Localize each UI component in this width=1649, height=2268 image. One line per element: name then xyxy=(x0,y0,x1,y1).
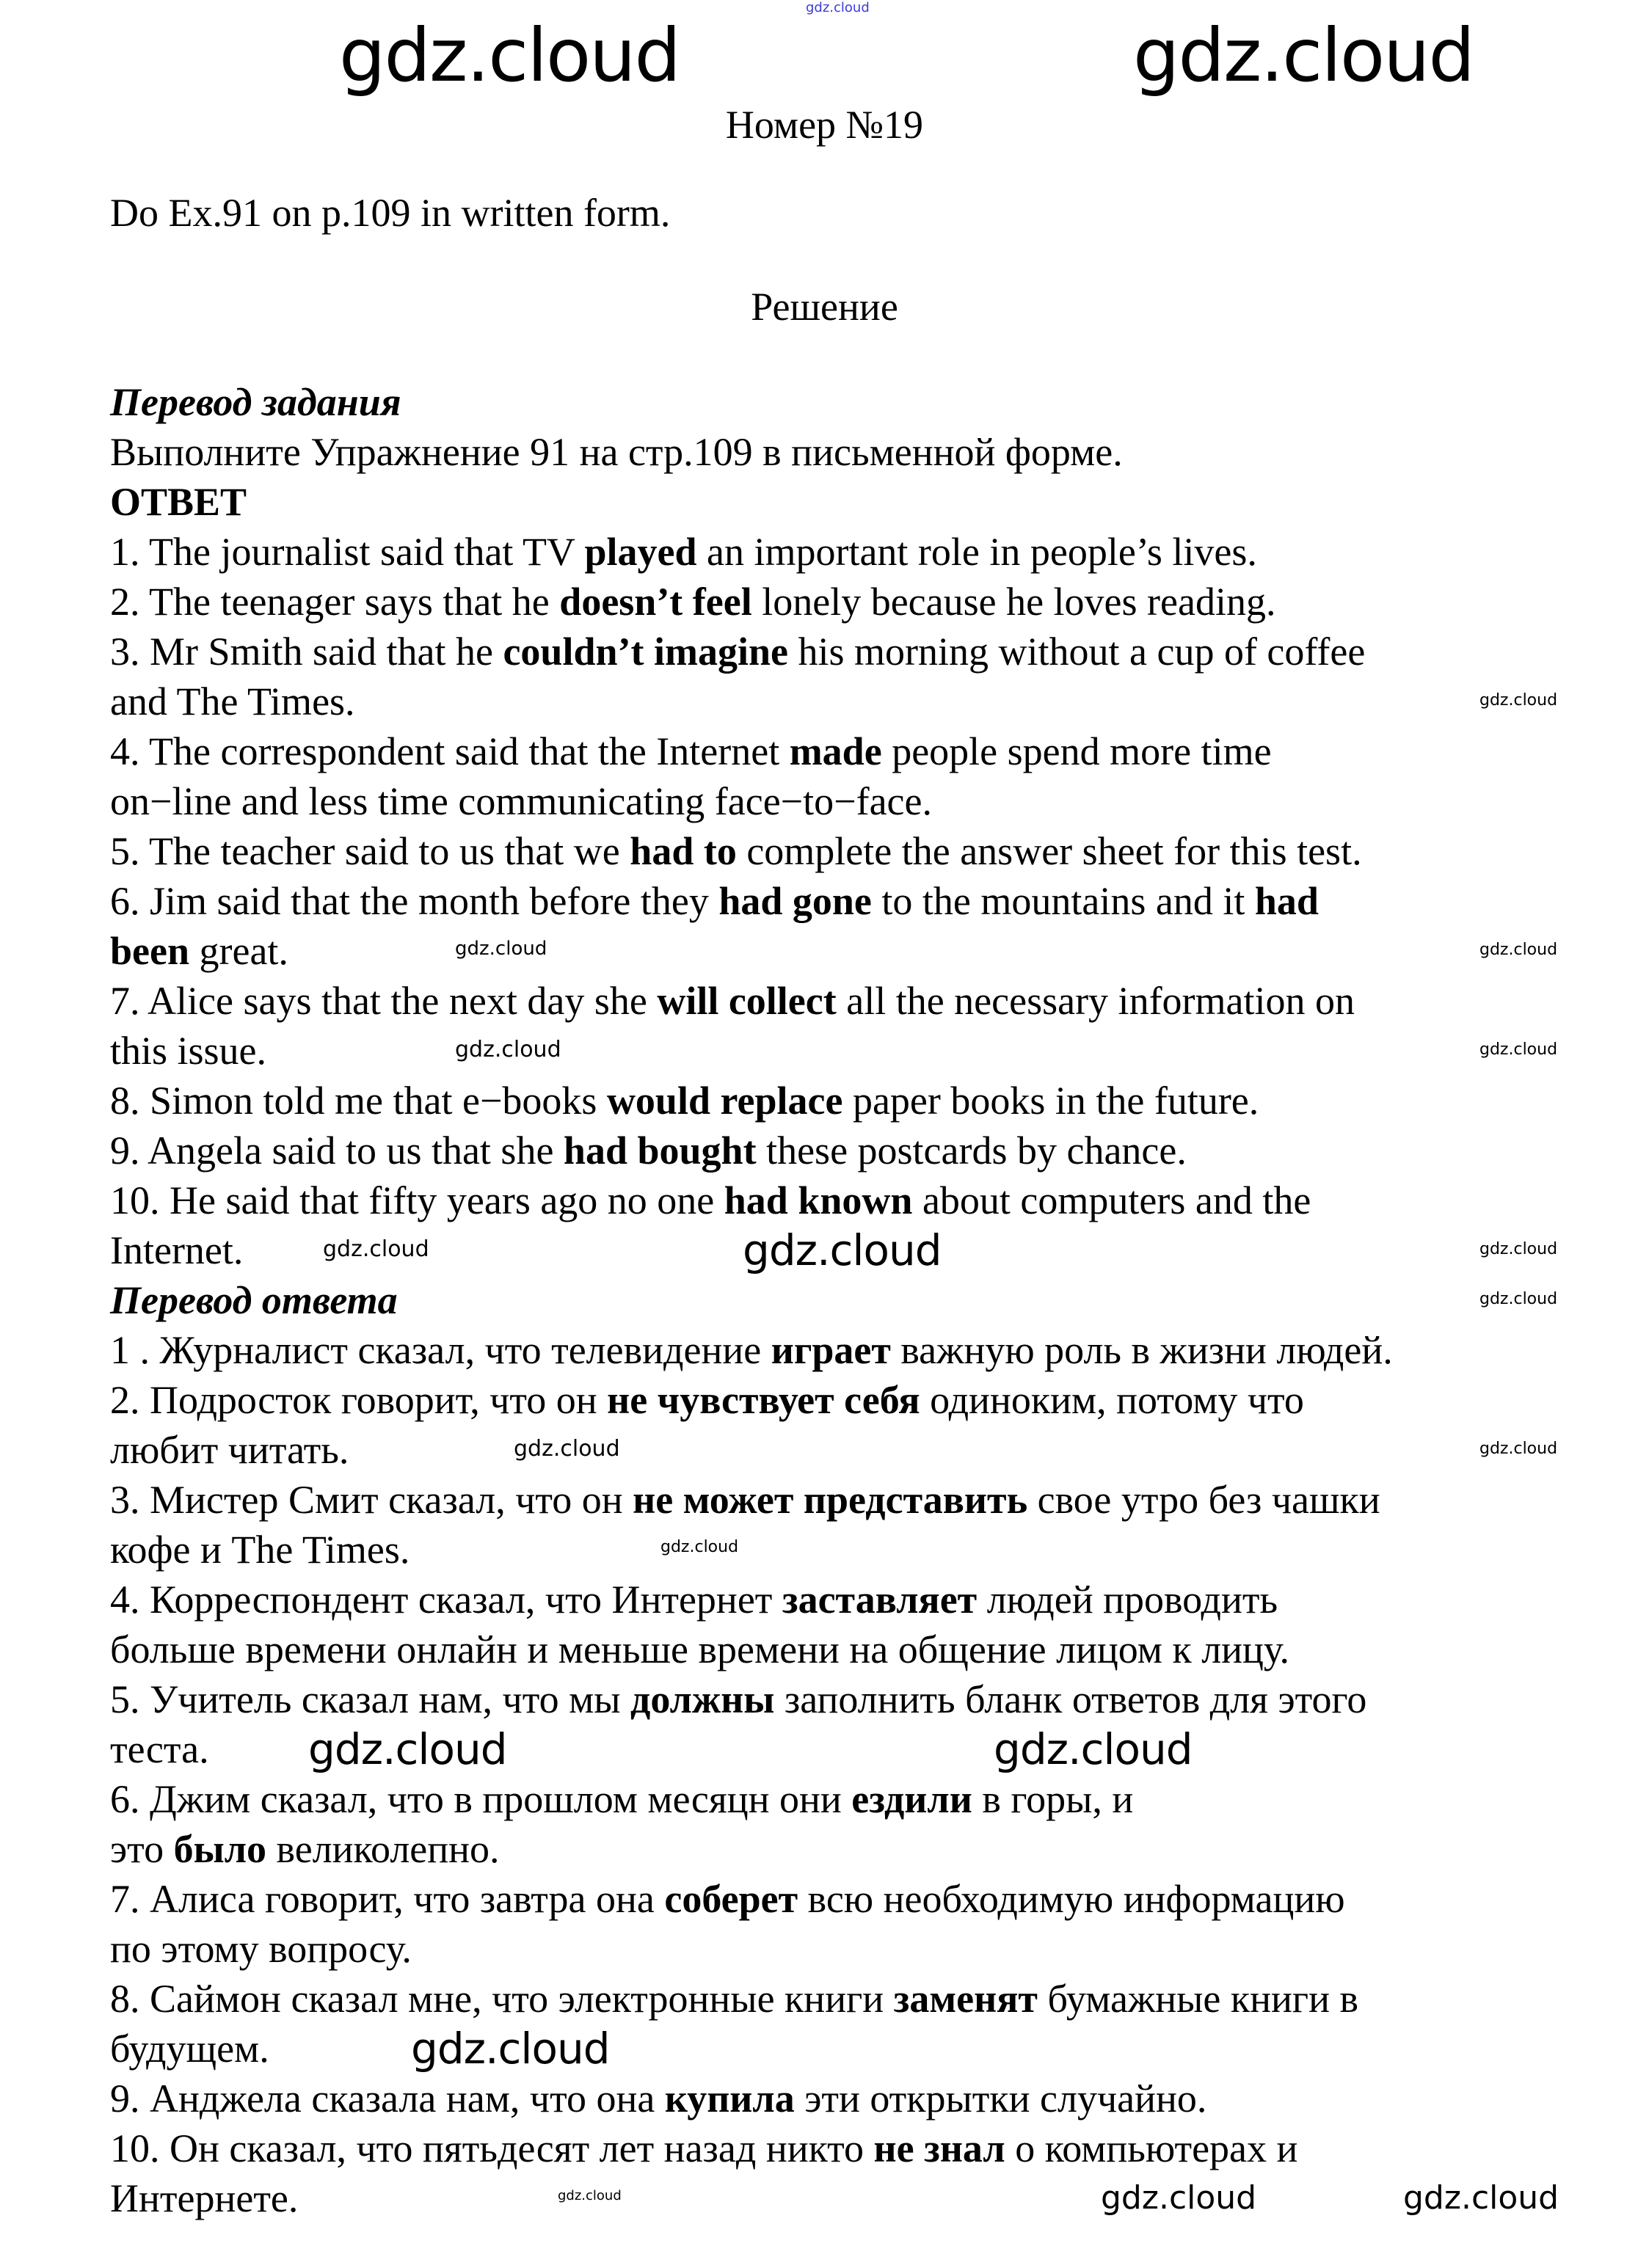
emphasized-text: было xyxy=(173,1827,267,1871)
text-line xyxy=(110,477,247,527)
text-line xyxy=(110,1425,349,1475)
text-segment: 4. Корреспондент сказал, что Интернет xyxy=(110,1578,782,1622)
text-segment: по этому вопросу. xyxy=(110,1927,412,1971)
watermark: gdz.cloud xyxy=(1101,2179,1257,2217)
text-segment: в горы, и xyxy=(972,1777,1134,1821)
text-segment: about computers and the xyxy=(912,1178,1311,1222)
emphasized-text: had bought xyxy=(563,1128,757,1173)
text-segment: 5. Учитель сказал нам, что мы xyxy=(110,1677,631,1721)
watermark: gdz.cloud xyxy=(660,1538,739,1556)
text-segment: о компьютерах и xyxy=(1005,2126,1298,2170)
text-segment: paper books in the future. xyxy=(842,1079,1259,1123)
emphasized-text: couldn’t imagine xyxy=(503,630,788,674)
watermark-top: gdz.cloud xyxy=(806,0,870,15)
text-segment: одиноким, потому что xyxy=(920,1378,1304,1422)
text-segment: 3. Мистер Смит сказал, что он xyxy=(110,1478,633,1522)
text-line xyxy=(110,1824,500,1874)
text-line xyxy=(110,377,401,427)
text-line xyxy=(110,1575,1278,1625)
text-line xyxy=(110,427,1123,477)
solution-label: Решение xyxy=(751,285,898,329)
text-line xyxy=(110,1974,1358,2024)
text-segment: эти открытки случайно. xyxy=(794,2076,1207,2121)
watermark: gdz.cloud xyxy=(455,1037,561,1062)
text-segment: on−line and less time communicating face−to−face. xyxy=(110,779,932,823)
text-segment: 10. Он сказал, что пятьдесят лет назад никто xyxy=(110,2126,874,2170)
watermark: gdz.cloud xyxy=(1479,1240,1558,1258)
text-segment: великолепно. xyxy=(266,1827,500,1871)
text-segment: 9. Angela said to us that she xyxy=(110,1128,564,1173)
text-line xyxy=(110,1175,1311,1225)
text-line xyxy=(110,826,1362,876)
text-line xyxy=(110,2074,1206,2123)
text-line xyxy=(110,1774,1133,1824)
text-segment: people spend more time xyxy=(881,729,1272,773)
text-segment: 4. The correspondent said that the Internet xyxy=(110,729,790,773)
text-segment: great. xyxy=(189,929,288,973)
text-segment: 6. Джим сказал, что в прошлом месяцн они xyxy=(110,1777,852,1821)
emphasized-text: купила xyxy=(664,2076,795,2121)
watermark: gdz.cloud xyxy=(1403,2179,1559,2217)
watermark: gdz.cloud xyxy=(339,12,680,98)
watermark: gdz.cloud xyxy=(308,1724,507,1774)
emphasized-text: ездили xyxy=(851,1777,972,1821)
text-segment: больше времени онлайн и меньше времени на общение лицом к лицу. xyxy=(110,1627,1290,1671)
text-segment: an important role in people’s lives. xyxy=(696,530,1257,574)
emphasized-text: made xyxy=(789,729,882,773)
emphasized-text: had gone xyxy=(718,879,872,923)
watermark: gdz.cloud xyxy=(1133,12,1474,98)
text-segment: бумажные книги в xyxy=(1037,1977,1358,2021)
text-line xyxy=(110,1625,1289,1674)
emphasized-text: had xyxy=(1254,879,1319,923)
text-segment: заполнить бланк ответов для этого xyxy=(774,1677,1367,1721)
text-line xyxy=(110,1724,209,1774)
emphasized-text: не чувствует себя xyxy=(607,1378,920,1422)
emphasized-text: ОТВЕТ xyxy=(110,480,247,524)
text-line xyxy=(110,1475,1380,1525)
text-segment: complete the answer sheet for this test. xyxy=(736,829,1362,873)
text-segment: важную роль в жизни людей. xyxy=(890,1328,1393,1372)
text-line xyxy=(110,1126,1187,1175)
text-segment: to the mountains and it xyxy=(871,879,1255,923)
text-segment: Internet. xyxy=(110,1228,244,1272)
watermark: gdz.cloud xyxy=(1479,1040,1558,1059)
text-line xyxy=(110,1275,398,1325)
text-segment: любит читать. xyxy=(110,1428,349,1472)
text-segment: 7. Алиса говорит, что завтра она xyxy=(110,1877,665,1921)
text-line xyxy=(110,2024,269,2074)
text-segment: Выполните Упражнение 91 на стр.109 в письменной форме. xyxy=(110,430,1123,474)
task-text: Do Ex.91 on p.109 in written form. xyxy=(110,191,671,235)
emphasized-text: Перевод задания xyxy=(110,380,401,424)
watermark: gdz.cloud xyxy=(558,2188,622,2203)
emphasized-text: doesn’t feel xyxy=(559,580,752,624)
watermark: gdz.cloud xyxy=(1479,941,1558,959)
text-segment: these postcards by chance. xyxy=(756,1128,1187,1173)
text-line xyxy=(110,976,1355,1026)
emphasized-text: will collect xyxy=(657,979,837,1023)
watermark: gdz.cloud xyxy=(411,2024,610,2074)
emphasized-text: заставляет xyxy=(782,1578,978,1622)
text-segment: and The Times. xyxy=(110,679,355,723)
text-line xyxy=(110,1674,1366,1724)
emphasized-text: не может представить xyxy=(633,1478,1028,1522)
emphasized-text: не знал xyxy=(873,2126,1005,2170)
text-segment: 8. Simon told me that e−books xyxy=(110,1079,607,1123)
text-line xyxy=(110,1525,409,1575)
text-line xyxy=(110,1225,243,1275)
text-segment: теста. xyxy=(110,1727,209,1771)
text-segment: this issue. xyxy=(110,1029,267,1073)
text-line xyxy=(110,1325,1393,1375)
text-segment: his morning without a cup of coffee xyxy=(788,630,1366,674)
text-segment: 8. Саймон сказал мне, что электронные книги xyxy=(110,1977,894,2021)
watermark: gdz.cloud xyxy=(994,1724,1193,1774)
text-segment: свое утро без чашки xyxy=(1027,1478,1380,1522)
text-line xyxy=(110,876,1319,926)
text-line xyxy=(110,1924,412,1974)
emphasized-text: played xyxy=(584,530,697,574)
text-segment: 2. Подросток говорит, что он xyxy=(110,1378,608,1422)
text-line xyxy=(110,926,288,976)
text-line xyxy=(110,1076,1259,1126)
text-segment: 9. Анджела сказала нам, что она xyxy=(110,2076,665,2121)
text-segment: 1. The journalist said that TV xyxy=(110,530,585,574)
watermark: gdz.cloud xyxy=(1479,1440,1558,1458)
text-line xyxy=(110,726,1272,776)
text-line xyxy=(110,677,355,726)
text-line xyxy=(110,1026,266,1076)
text-line xyxy=(110,2123,1297,2173)
text-segment: 5. The teacher said to us that we xyxy=(110,829,630,873)
text-line xyxy=(110,527,1257,577)
text-segment: всю необходимую информацию xyxy=(798,1877,1345,1921)
watermark: gdz.cloud xyxy=(1479,1290,1558,1308)
text-segment: это xyxy=(110,1827,174,1871)
emphasized-text: Перевод ответа xyxy=(110,1278,398,1322)
emphasized-text: would replace xyxy=(606,1079,843,1123)
watermark: gdz.cloud xyxy=(514,1436,620,1462)
emphasized-text: играет xyxy=(771,1328,891,1372)
text-line xyxy=(110,2173,298,2223)
text-line xyxy=(110,577,1275,627)
watermark: gdz.cloud xyxy=(323,1236,429,1262)
text-segment: 2. The teenager says that he xyxy=(110,580,560,624)
emphasized-text: заменят xyxy=(893,1977,1038,2021)
text-segment: 10. He said that fifty years ago no one xyxy=(110,1178,724,1222)
watermark: gdz.cloud xyxy=(455,938,547,960)
emphasized-text: had to xyxy=(630,829,737,873)
text-segment: lonely because he loves reading. xyxy=(751,580,1276,624)
watermark: gdz.cloud xyxy=(743,1225,942,1275)
text-segment: 7. Alice says that the next day she xyxy=(110,979,658,1023)
text-line xyxy=(110,776,932,826)
watermark: gdz.cloud xyxy=(1479,691,1558,710)
emphasized-text: соберет xyxy=(664,1877,798,1921)
text-segment: 1 . Журналист сказал, что телевидение xyxy=(110,1328,771,1372)
text-line xyxy=(110,1874,1345,1924)
emphasized-text: должны xyxy=(630,1677,775,1721)
text-segment: 3. Mr Smith said that he xyxy=(110,630,503,674)
emphasized-text: been xyxy=(110,929,189,973)
text-line xyxy=(110,1375,1304,1425)
text-line xyxy=(110,627,1365,677)
text-segment: all the necessary information on xyxy=(836,979,1355,1023)
emphasized-text: had known xyxy=(724,1178,913,1222)
text-segment: людей проводить xyxy=(977,1578,1278,1622)
page-title: Номер №19 xyxy=(725,103,924,147)
text-segment: Интернете. xyxy=(110,2176,299,2220)
text-segment: кофе и The Times. xyxy=(110,1528,410,1572)
text-segment: 6. Jim said that the month before they xyxy=(110,879,719,923)
text-segment: будущем. xyxy=(110,2027,269,2071)
